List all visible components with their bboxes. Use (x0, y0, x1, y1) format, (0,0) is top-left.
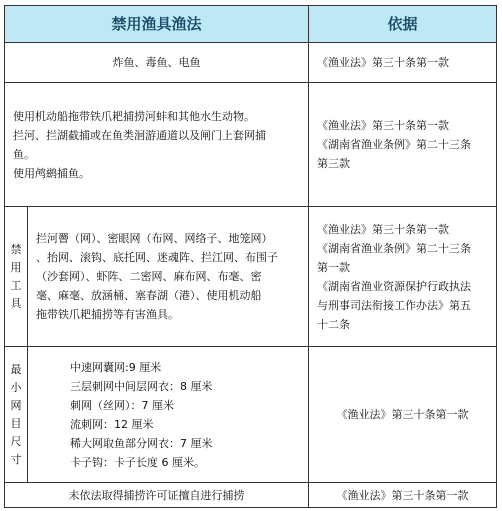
gear-list-cell (28, 207, 309, 347)
gear-label-char: 用 (10, 260, 22, 274)
basis-cell: 《渔业法》第三十条第一款 (309, 483, 497, 508)
mesh-line: 三层刺网中间层网衣：8 厘米 (70, 379, 213, 393)
regulations-table (4, 5, 497, 508)
method-line: 鱼。 (13, 147, 35, 161)
table-row (5, 207, 497, 347)
table-row (5, 347, 497, 483)
basis-line: 《渔业法》第三十条第一款 (317, 119, 450, 132)
gear-line: （沙套网）、虾阵、二密网、麻布网、布毫、密 (36, 270, 262, 283)
basis-line: 《湖南省渔业条例》第二十三条 (317, 138, 472, 151)
mesh-line: 中速网囊网:9 厘米 (70, 360, 162, 374)
table-row (5, 83, 497, 207)
gear-line: 、抬网、滚钩、底托网、迷魂阵、拦江网、布围子 (36, 251, 278, 264)
basis-line: 第三款 (317, 157, 351, 170)
basis-line: 《渔业法》第三十条第一款 (317, 222, 450, 236)
method-cell (5, 83, 309, 207)
basis-cell: 《渔业法》第三十条第一款 (309, 43, 497, 83)
gear-line: 毫、麻毫、放涵桶、塞春湖（港）、使用机动船 (36, 289, 262, 302)
basis-line: 《湖南省渔业条例》第二十三条 (317, 241, 472, 255)
table-row (5, 483, 497, 508)
basis-line: 与刑事司法衔接工作办法》第五 (317, 298, 472, 312)
mesh-label-char: 最 (10, 362, 22, 376)
basis-line: 《湖南省渔业资源保护行政执法 (317, 279, 472, 293)
gear-label-char: 禁 (10, 242, 22, 256)
mesh-line: 刺网（丝网）：7 厘米 (70, 398, 174, 412)
basis-cell (309, 207, 497, 347)
gear-label-char: 工 (10, 278, 22, 292)
mesh-line: 卡子钩：卡子长度 6 厘米。 (70, 455, 205, 469)
header-methods: 禁用渔具渔法 (5, 6, 309, 43)
method-line: 使用机动船拖带铁爪耙捕捞河蚌和其他水生动物。 (13, 109, 255, 123)
mesh-label-char: 寸 (10, 452, 22, 466)
mesh-line: 流刺网：12 厘米 (70, 417, 154, 431)
header-basis: 依据 (309, 6, 497, 43)
mesh-label-char: 尺 (10, 434, 22, 448)
method-line: 拦河、拦湖截捕或在鱼类洄游通道以及闸门上套网捕 (13, 128, 266, 142)
basis-cell (309, 83, 497, 207)
mesh-line: 稀大网取鱼部分网衣：7 厘米 (70, 436, 213, 450)
mesh-list-cell (28, 347, 309, 483)
gear-line: 拖带铁爪耙捕捞等有害渔具。 (36, 308, 179, 321)
gear-label-char: 具 (10, 296, 22, 310)
basis-cell: 《渔业法》第三十条第一款 (309, 347, 497, 483)
mesh-label-char: 小 (10, 380, 22, 394)
table-row (5, 43, 497, 83)
method-line: 使用鸬鹚捕鱼。 (13, 166, 90, 180)
method-cell: 未依法取得捕捞许可证擅自进行捕捞 (5, 483, 309, 508)
mesh-label-char: 网 (10, 398, 22, 412)
table-header-row (5, 6, 497, 43)
basis-line: 第一款 (317, 260, 351, 274)
mesh-label (5, 347, 28, 483)
gear-label (5, 207, 28, 347)
gear-line: 拦河罾（网）、密眼网（布网、网络子、地笼网） (36, 232, 273, 245)
method-cell: 炸鱼、毒鱼、电鱼 (5, 43, 309, 83)
mesh-label-char: 目 (10, 416, 22, 430)
basis-line: 十二条 (317, 317, 351, 331)
